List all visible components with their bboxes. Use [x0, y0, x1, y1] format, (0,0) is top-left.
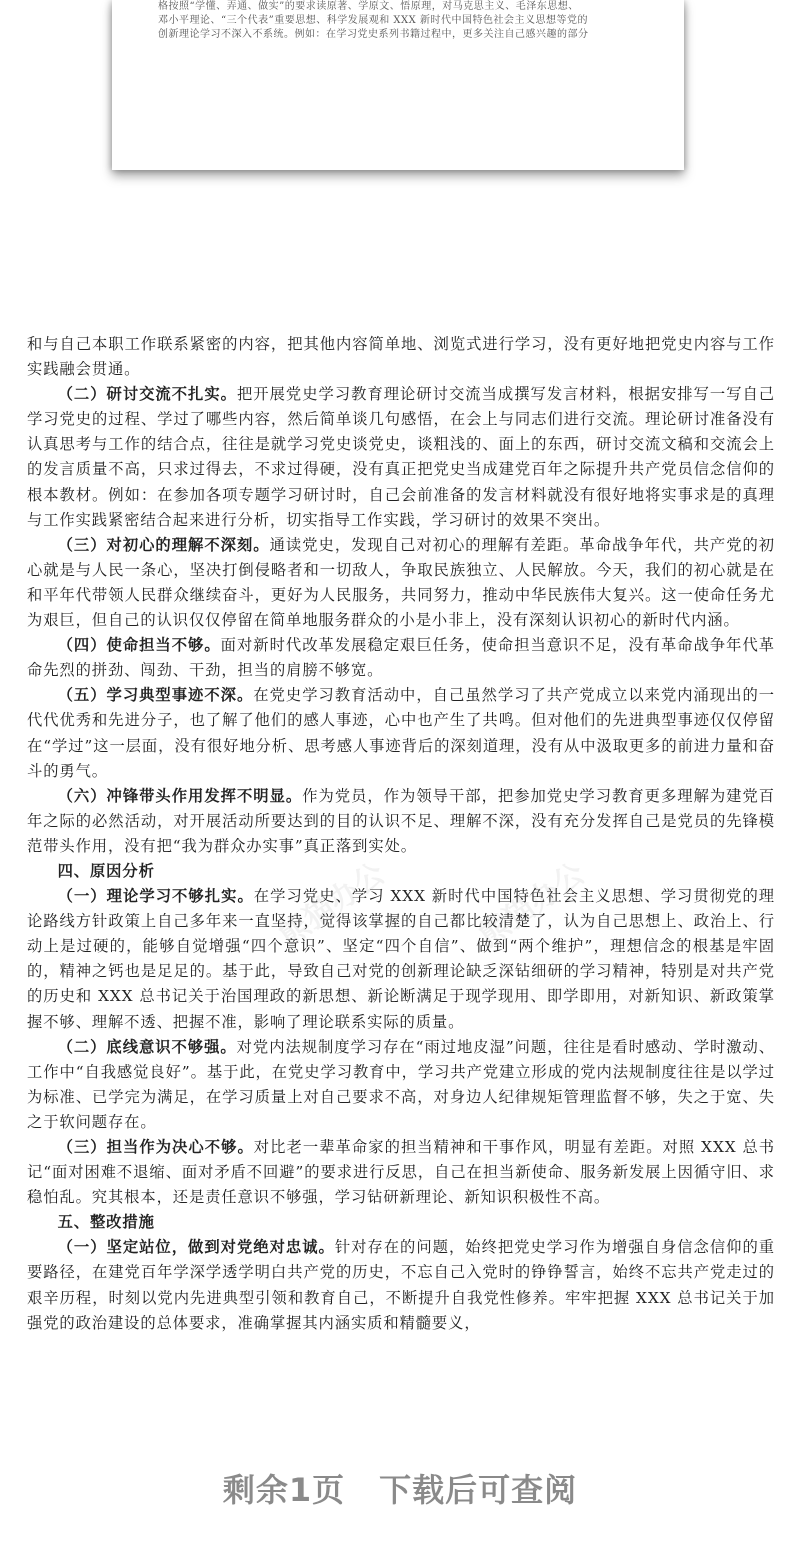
watermark: 熊猫办公	[272, 856, 392, 954]
paragraph-title: （一）坚定站位，做到对党绝对忠诚。	[57, 1238, 335, 1257]
paragraph-title: （四）使命担当不够。	[57, 636, 221, 655]
paragraph-title: （三）对初心的理解不深刻。	[57, 535, 270, 554]
paragraph-title: （三）担当作为决心不够。	[57, 1138, 254, 1156]
document-body	[27, 332, 775, 1336]
section-heading: 四、原因分析	[57, 861, 155, 880]
preview-line: 邓小平理论、“三个代表”重要思想、科学发展观和 XXX 新时代中国特色社会主义思想等党的	[158, 15, 588, 26]
paragraph-text: 通读党史，发现自己对初心的理解有差距。革命战争年代，共产党的初心就是与人民一条心，坚决打倒侵略者和一切敌人，争取民族独立、人民解放。今天，我们的初心就是在和平年代带领人民群众继续奋斗，更好为人民服务，共同努力，推动中华民族伟大复兴。这一使命任务尤为艰巨，但自己的认识仅仅停留在简单地服务群众的小是小非上，没有深刻认识初心的新时代内涵。	[27, 535, 776, 630]
download-prompt[interactable]	[0, 1465, 800, 1511]
remaining-pages-label: 剩余1页	[222, 1471, 346, 1509]
paragraph	[27, 683, 775, 783]
paragraph-text: 面对新时代改革发展稳定艰巨任务，使命担当意识不足，没有革命战争年代革命先烈的拼劲、闯劲、干劲，担当的肩膀不够宽。	[27, 636, 775, 680]
download-hint-label: 下载后可查阅	[379, 1471, 578, 1509]
paragraph-title: （六）冲锋带头作用发挥不明显。	[57, 786, 303, 805]
paragraph-text: 在党史学习教育活动中，自己虽然学习了共产党成立以来党内涌现出的一代代优秀和先进分子，也了解了他们的感人事迹，心中也产生了共鸣。但对他们的先进典型事迹仅仅停留在“学过”这一层面，没有很好地分析、思考感人事迹背后的深刻道理，没有从中汲取更多的前进力量和奋斗的勇气。	[27, 686, 775, 780]
paragraph	[27, 784, 775, 859]
paragraph-text: 对党内法规制度学习存在“雨过地皮湿”问题，往往是看时感动、学时激动、工作中“自我感觉良好”。基于此，在党史学习教育中，学习共产党建立形成的党内法规制度往往是以学过为标准、已学完为满足，在学习质量上对自己要求不高，对身边人纪律规矩管理监督不够，失之于宽、失之于软问题存在。	[27, 1037, 775, 1131]
preview-line: 格按照“学懂、弄通、做实”的要求读原著、学原文、悟原理，对马克思主义、毛泽东思想、	[158, 1, 579, 12]
preview-text	[158, 0, 642, 42]
paragraph-text: 把开展党史学习教育理论研讨交流当成撰写发言材料，根据安排写一写自己学习党史的过程、学过了哪些内容，然后简单谈几句感悟，在会上与同志们进行交流。理论研讨准备没有认真思考与工作的结合点，往往是就学习党史谈党史，谈粗浅的、面上的东西，研讨交流文稿和交流会上的发言质量不高，只求过得去，不求过得硬，没有真正把党史当成建党百年之际提升共产党员信念信仰的根本教材。例如：在参加各项专题学习研讨时，自己会前准备的发言材料就没有很好地将实事求是的真理与工作实践紧密结合起来进行分析，切实指导工作实践，学习研讨的效果不突出。	[27, 385, 776, 529]
paragraph	[27, 633, 775, 683]
paragraph-title: （二）研讨交流不扎实。	[57, 385, 237, 404]
paragraph	[27, 1135, 775, 1210]
paragraph	[27, 533, 775, 633]
paragraph	[27, 382, 775, 533]
preview-line: 创新理论学习不深入不系统。例如：在学习党史系列书籍过程中，更多关注自己感兴趣的部分	[158, 29, 589, 40]
paragraph: 和与自己本职工作联系紧密的内容，把其他内容简单地、浏览式进行学习，没有更好地把党史内容与工作实践融会贯通。	[27, 335, 775, 379]
watermark: 熊猫办公	[472, 856, 592, 954]
paragraph-title: （一）理论学习不够扎实。	[57, 887, 254, 906]
paragraph-text: 针对存在的问题，始终把党史学习作为增强自身信念信仰的重要路径，在建党百年学深学透学明白共产党的历史，不忘自己入党时的铮铮誓言，始终不忘共产党走过的艰辛历程，时刻以党内先进典型引领和教育自己，不断提升自我党性修养。牢牢把握 XXX 总书记关于加强党的政治建设的总体要求，准确掌握其内涵实质和精髓要义，	[27, 1238, 775, 1332]
paragraph	[27, 1235, 775, 1335]
paragraph-title: （五）学习典型事迹不深。	[57, 686, 254, 705]
section-heading: 五、整改措施	[57, 1213, 155, 1232]
paragraph-text: 作为党员，作为领导干部，把参加党史学习教育更多理解为建党百年之际的必然活动，对开展活动所要达到的目的认识不足、理解不深，没有充分发挥自己是党员的先锋模范带头作用，没有把“我为群众办实事”真正落到实处。	[27, 786, 775, 855]
paragraph	[27, 1035, 775, 1135]
paragraph-text: 对比老一辈革命家的担当精神和干事作风，明显有差距。对照 XXX 总书记“面对困难不退缩、面对矛盾不回避”的要求进行反思，自己在担当新使命、服务新发展上因循守旧、求稳怕乱。究其根本，还是责任意识不够强，学习钻研新理论、新知识积极性不高。	[27, 1138, 775, 1207]
paragraph-text: 在学习党史、学习 XXX 新时代中国特色社会主义思想、学习贯彻党的理论路线方针政策上自己多年来一直坚持，觉得该掌握的自己都比较清楚了，认为自己思想上、政治上、行动上是过硬的，能够自觉增强“四个意识”、坚定“四个自信”、做到“两个维护”，理想信念的根基是牢固的，精神之钙也是足足的。基于此，导致自己对党的创新理论缺乏深钻细研的学习精神，特别是对共产党的历史和 XXX 总书记关于治国理政的新思想、新论断满足于现学现用、即学即用，对新知识、新政策掌握不够、理解不透、把握不准，影响了理论联系实际的质量。	[27, 887, 775, 1031]
page-preview-card	[112, 0, 684, 170]
paragraph	[27, 884, 775, 1035]
paragraph-title: （二）底线意识不够强。	[57, 1037, 237, 1056]
